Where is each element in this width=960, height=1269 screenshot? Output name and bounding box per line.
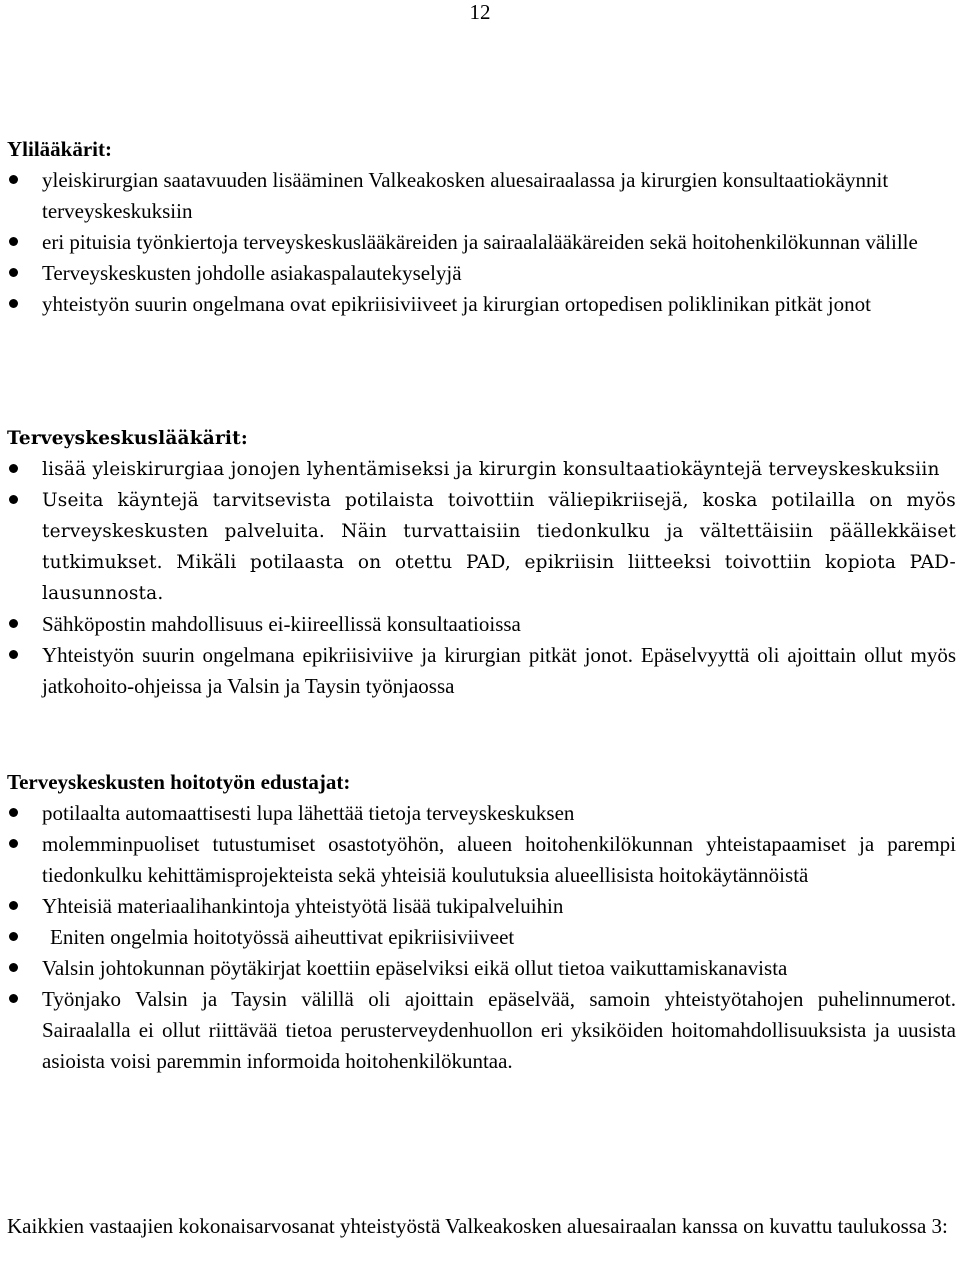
- bullet-icon: [9, 464, 18, 473]
- section-heading: Ylilääkärit:: [7, 137, 112, 161]
- list-item: lisää yleiskirurgiaa jonojen lyhentämiseksi ja kirurgin konsultaatiokäyntejä terveyskeskuksiin: [7, 454, 956, 485]
- section-terveyskeskuslaakarit: [7, 423, 956, 702]
- list-item: Eniten ongelmia hoitotyössä aiheuttivat epikriisiviiveet: [7, 922, 956, 953]
- bullet-icon: [9, 839, 18, 848]
- section-heading: Terveyskeskusten hoitotyön edustajat:: [7, 770, 351, 794]
- bullet-icon: [9, 650, 18, 659]
- section-heading: Terveyskeskuslääkärit:: [7, 428, 248, 449]
- bullet-icon: [9, 901, 18, 910]
- closing-paragraph: [7, 1211, 956, 1242]
- section-hoitotyon-edustajat: [7, 767, 956, 1077]
- bullet-icon: [9, 268, 18, 277]
- bullet-icon: [9, 808, 18, 817]
- list-item: Yhteistyön suurin ongelmana epikriisiviive ja kirurgian pitkät jonot. Epäselvyyttä oli ajoittain ollut myös jatkohoito-ohjeissa ja Valsin ja Taysin työnjaossa: [7, 640, 956, 702]
- list-item: Sähköpostin mahdollisuus ei-kiireellissä konsultaatioissa: [7, 609, 956, 640]
- bullet-icon: [9, 932, 18, 941]
- list-item: eri pituisia työnkiertoja terveyskeskuslääkäreiden ja sairaalalääkäreiden sekä hoitohenkilökunnan välille: [7, 227, 956, 258]
- page-number: 12: [469, 0, 491, 24]
- bullet-icon: [9, 994, 18, 1003]
- bullet-list: [7, 798, 956, 1077]
- bullet-icon: [9, 175, 18, 184]
- section-ylilaakarit: [7, 134, 956, 320]
- bullet-list: [7, 454, 956, 702]
- bullet-icon: [9, 237, 18, 246]
- list-item: yhteistyön suurin ongelmana ovat epikriisiviiveet ja kirurgian ortopedisen poliklinikan pitkät jonot: [7, 289, 956, 320]
- list-item: potilaalta automaattisesti lupa lähettää tietoja terveyskeskuksen: [7, 798, 956, 829]
- list-item: Terveyskeskusten johdolle asiakaspalautekyselyjä: [7, 258, 956, 289]
- bullet-icon: [9, 495, 18, 504]
- bullet-icon: [9, 619, 18, 628]
- bullet-list: [7, 165, 956, 320]
- list-item: Valsin johtokunnan pöytäkirjat koettiin epäselviksi eikä ollut tietoa vaikuttamiskanavista: [7, 953, 956, 984]
- list-item: yleiskirurgian saatavuuden lisääminen Valkeakosken aluesairaalassa ja kirurgien konsultaatiokäynnit terveyskeskuksiin: [7, 165, 956, 227]
- list-item: Yhteisiä materiaalihankintoja yhteistyötä lisää tukipalveluihin: [7, 891, 956, 922]
- list-item: molemminpuoliset tutustumiset osastotyöhön, alueen hoitohenkilökunnan yhteistapaamiset ja parempi tiedonkulku kehittämisprojekteista sekä yhteisiä koulutuksia alueellisista hoitokäytännöistä: [7, 829, 956, 891]
- bullet-icon: [9, 299, 18, 308]
- bullet-icon: [9, 963, 18, 972]
- list-item: Työnjako Valsin ja Taysin välillä oli ajoittain epäselvää, samoin yhteistyötahojen puhelinnumerot. Sairaalalla ei ollut riittävää tietoa perusterveydenhuollon eri yksiköiden hoitomahdollisuuksista ja uusista asioista voisi paremmin informoida hoitohenkilökuntaa.: [7, 984, 956, 1077]
- list-item: Useita käyntejä tarvitsevista potilaista toivottiin väliepikriisejä, koska potilailla on myös terveyskeskusten palveluita. Näin turvattaisiin tiedonkulku ja vältettäisiin päällekkäiset tutkimukset. Mikäli potilaasta on otettu PAD, epikriisin liitteeksi toivottiin kopiota PAD- lausunnosta.: [7, 485, 956, 609]
- closing-text: Kaikkien vastaajien kokonaisarvosanat yhteistyöstä Valkeakosken aluesairaalan kanssa on kuvattu taulukossa 3:: [7, 1214, 948, 1238]
